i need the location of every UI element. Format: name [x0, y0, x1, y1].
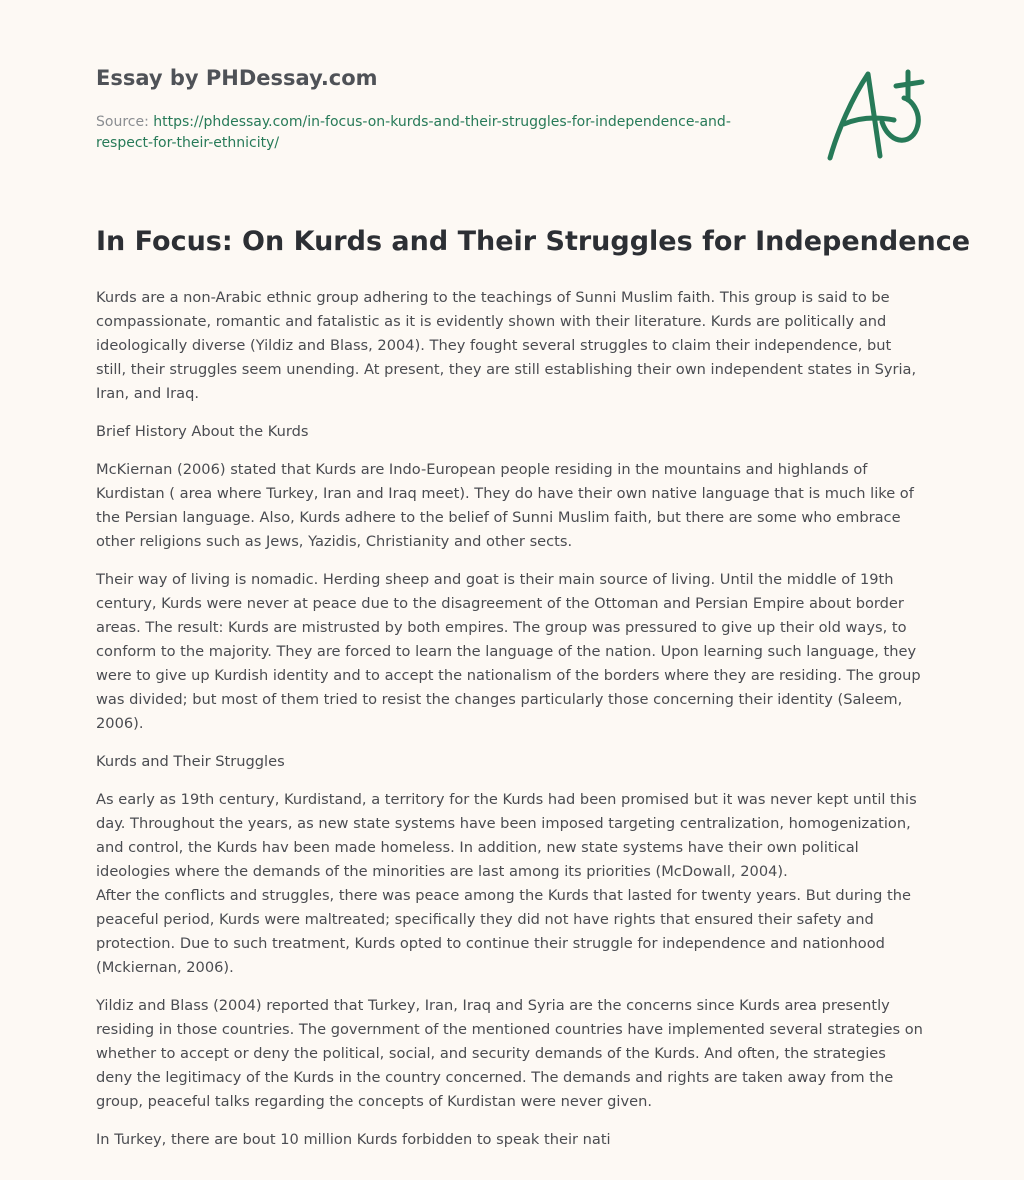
paragraph: As early as 19th century, Kurdistand, a territory for the Kurds had been promised but it was never kept until this day. Throughout the years, as new state systems have been imposed targeting centralization, homogenization, and control, the Kurds hav been made homeless. In addition, new state systems have their own political ideologies where the demands of the minorities are last among its priorities (McDowall, 2004). [96, 791, 917, 880]
paragraph: McKiernan (2006) stated that Kurds are Indo-European people residing in the mountains and highlands of Kurdistan ( area where Turkey, Iran and Iraq meet). They do have their own native language that is much like of the Persian language. Also, Kurds adhere to the belief of Sunni Muslim faith, but there are some who embrace other religions such as Jews, Yazidis, Christianity and other sects. [96, 461, 914, 550]
paragraph: In Turkey, there are bout 10 million Kurds forbidden to speak their nati [96, 1131, 611, 1148]
paragraph: After the conflicts and struggles, there was peace among the Kurds that lasted for twenty years. But during the peaceful period, Kurds were maltreated; specifically they did not have rights that ensured their safety and protection. Due to such treatment, Kurds opted to continue their struggle for independence and nationhood (Mckiernan, 2006). [96, 887, 911, 976]
section-heading: Kurds and Their Struggles [96, 753, 285, 770]
source-line [96, 112, 776, 154]
a-plus-logo-icon [818, 60, 934, 170]
site-brand: Essay by PHDessay.com [96, 66, 378, 90]
section-heading: Brief History About the Kurds [96, 423, 309, 440]
paragraph: Kurds are a non-Arabic ethnic group adhering to the teachings of Sunni Muslim faith. This group is said to be compassionate, romantic and fatalistic as it is evidently shown with their literature. Kurds are politically and ideologically diverse (Yildiz and Blass, 2004). They fought several struggles to claim their independence, but still, their struggles seem unending. At present, they are still establishing their own independent states in Syria, Iran, and Iraq. [96, 289, 917, 402]
article-title: In Focus: On Kurds and Their Struggles for Independence [96, 226, 971, 257]
paragraph: Yildiz and Blass (2004) reported that Turkey, Iran, Iraq and Syria are the concerns since Kurds area presently residing in those countries. The government of the mentioned countries have implemented several strategies on whether to accept or deny the political, social, and security demands of the Kurds. And often, the strategies deny the legitimacy of the Kurds in the country concerned. The demands and rights are taken away from the group, peaceful talks regarding the concepts of Kurdistan were never given. [96, 997, 923, 1110]
source-link[interactable]: https://phdessay.com/in-focus-on-kurds-and-their-struggles-for-independence-and-respect-for-their-ethnicity/ [96, 114, 731, 151]
article-body [96, 286, 926, 1166]
source-label: Source: [96, 114, 154, 130]
paragraph: Their way of living is nomadic. Herding sheep and goat is their main source of living. Until the middle of 19th century, Kurds were never at peace due to the disagreement of the Ottoman and Persian Empire about border areas. The result: Kurds are mistrusted by both empires. The group was pressured to give up their old ways, to conform to the majority. They are forced to learn the language of the nation. Upon learning such language, they were to give up Kurdish identity and to accept the nationalism of the borders where they are residing. The group was divided; but most of them tried to resist the changes particularly those concerning their identity (Saleem, 2006). [96, 571, 921, 732]
